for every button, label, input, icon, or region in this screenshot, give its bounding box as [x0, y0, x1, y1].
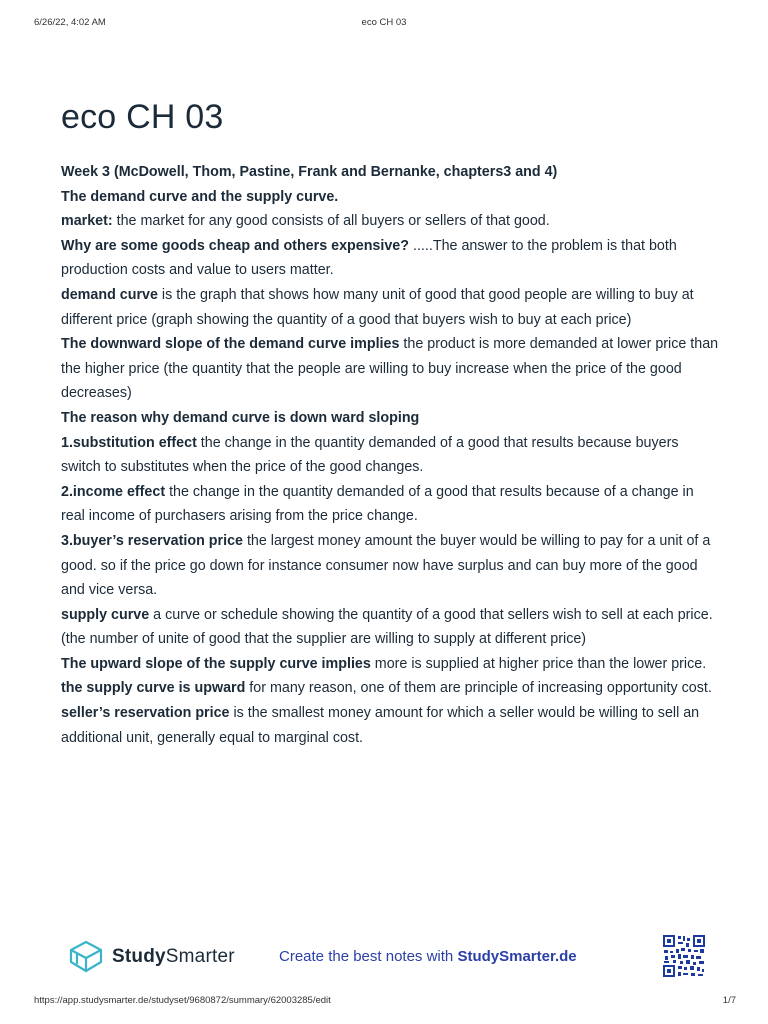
document-body	[61, 160, 721, 750]
studysmarter-banner	[0, 928, 768, 988]
paragraph-demand-curve: demand curve is the graph that shows how many unit of good that good people are willing to buy at different price (graph showing the quantity of a good that buyers wish to buy at each price)	[61, 286, 694, 328]
studysmarter-cta-link[interactable]: Create the best notes with StudySmarter.de	[279, 948, 577, 965]
print-page-title: eco CH 03	[361, 17, 407, 28]
logo-wordmark: StudySmarter	[112, 946, 235, 967]
print-header	[0, 17, 768, 31]
studysmarter-logo-icon	[68, 940, 104, 974]
paragraph-substitution-effect: 1.substitution effect the change in the quantity demanded of a good that results because buyers switch to substitutes when the price of the good changes.	[61, 434, 679, 476]
print-footer	[0, 995, 768, 1009]
paragraph-week: Week 3 (McDowell, Thom, Pastine, Frank and Bernanke, chapters3 and 4)	[61, 164, 558, 180]
paragraph-demand-supply-heading: The demand curve and the supply curve.	[61, 188, 339, 205]
studysmarter-logo[interactable]	[68, 940, 235, 974]
paragraph-market: market: the market for any good consists of all buyers or sellers of that good.	[61, 213, 550, 230]
paragraph-buyer-reservation-price: 3.buyer’s reservation price the largest money amount the buyer would be willing to pay for a unit of a good. so if the price go down for instance consumer now have surplus and can buy more of the good and vice versa.	[61, 532, 711, 599]
paragraph-supply-curve: supply curve a curve or schedule showing the quantity of a good that sellers wish to sell at each price.(the number of unite of good that the supplier are willing to supply at different price)	[61, 606, 713, 648]
print-page-number: 1/7	[722, 995, 736, 1006]
paragraph-cheap-expensive: Why are some goods cheap and others expensive? .....The answer to the problem is that both production costs and value to users matter.	[61, 237, 677, 279]
print-url: https://app.studysmarter.de/studyset/9680872/summary/62003285/edit	[34, 995, 331, 1006]
document-title: eco CH 03	[61, 98, 224, 136]
qr-code-icon[interactable]	[662, 934, 706, 978]
paragraph-downward-slope: The downward slope of the demand curve implies the product is more demanded at lower price than the higher price (the quantity that the people are willing to buy increase when the price of the good decreases)	[61, 336, 719, 402]
print-datetime: 6/26/22, 4:02 AM	[34, 17, 106, 28]
paragraph-seller-reservation-price: seller’s reservation price is the smallest money amount for which a seller would be willing to sell an additional unit, generally equal to marginal cost.	[61, 705, 700, 746]
paragraph-upward-slope: The upward slope of the supply curve implies more is supplied at higher price than the lower price.	[61, 655, 707, 672]
paragraph-reason-heading: The reason why demand curve is down ward sloping	[61, 409, 420, 426]
paragraph-supply-upward-reason: the supply curve is upward for many reason, one of them are principle of increasing opportunity cost.	[61, 680, 712, 697]
paragraph-income-effect: 2.income effect the change in the quantity demanded of a good that results because of a change in real income of purchasers arising from the price change.	[61, 483, 694, 525]
